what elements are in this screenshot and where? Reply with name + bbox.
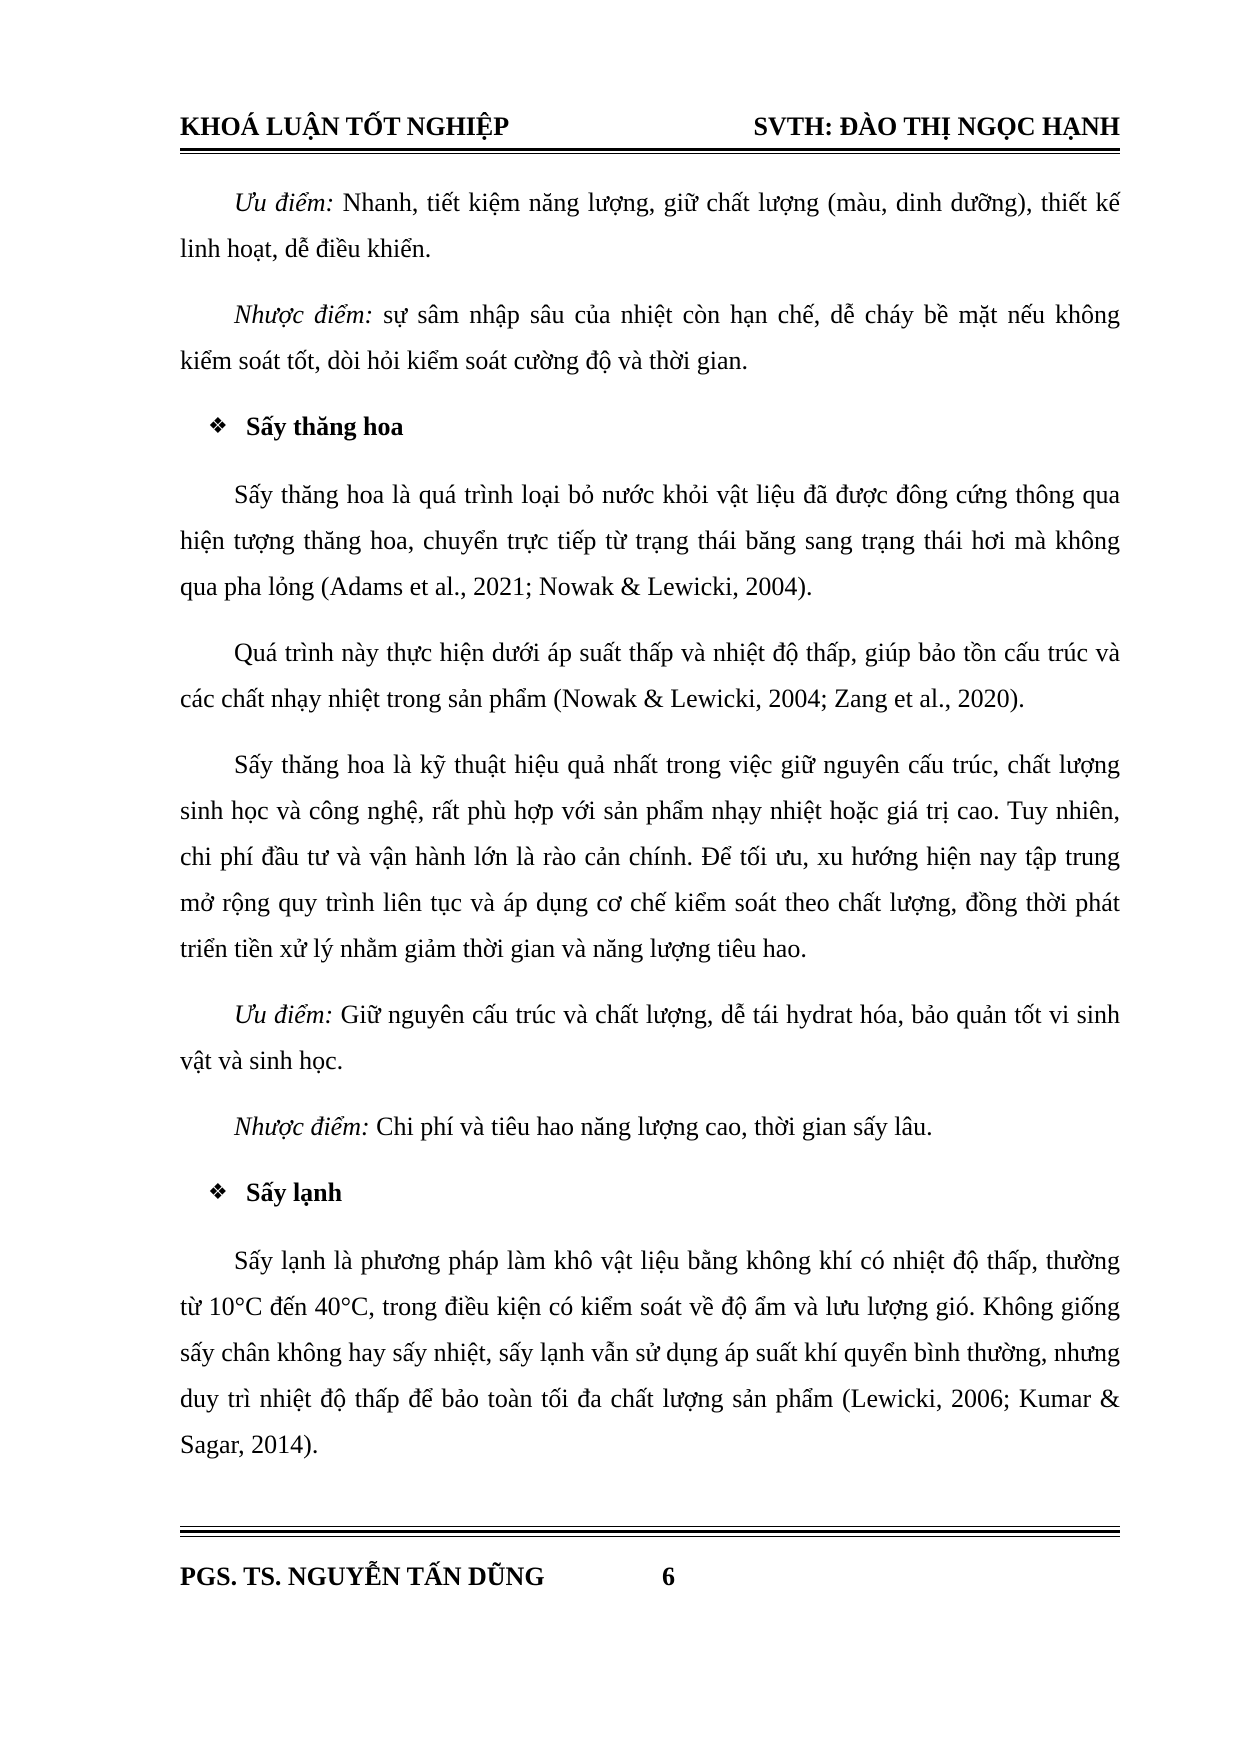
footer-rule-thin-lower <box>180 1536 1120 1537</box>
footer-rule-thick <box>180 1530 1120 1533</box>
section-heading-text: Sấy thăng hoa <box>246 412 404 441</box>
paragraph-cold-drying-definition: Sấy lạnh là phương pháp làm khô vật liệu bằng không khí có nhiệt độ thấp, thường từ 10°C đến 40°C, trong điều kiện có kiểm soát về độ ẩm và lưu lượng gió. Không giống sấy chân không hay sấy nhiệt, sấy lạnh vẫn sử dụng áp suất khí quyển bình thường, nhưng duy trì nhiệt độ thấp để bảo toàn tối đa chất lượng sản phẩm (Lewicki, 2006; Kumar & Sagar, 2014). <box>180 1246 1120 1459</box>
page-body <box>180 180 1120 1488</box>
paragraph-advantages-1 <box>180 180 1120 272</box>
page-number: 6 <box>662 1562 675 1591</box>
paragraph-text: sự sâm nhập sâu của nhiệt còn hạn chế, dễ cháy bề mặt nếu không kiểm soát tốt, dòi hỏi kiểm soát cường độ và thời gian. <box>180 300 1120 375</box>
paragraph-freeze-drying-summary: Sấy thăng hoa là kỹ thuật hiệu quả nhất trong việc giữ nguyên cấu trúc, chất lượng sinh học và công nghệ, rất phù hợp với sản phẩm nhạy nhiệt hoặc giá trị cao. Tuy nhiên, chi phí đầu tư và vận hành lớn là rào cản chính. Để tối ưu, xu hướng hiện nay tập trung mở rộng quy trình liên tục và áp dụng cơ chế kiểm soát theo chất lượng, đồng thời phát triển tiền xử lý nhằm giảm thời gian và năng lượng tiêu hao. <box>180 750 1120 963</box>
paragraph-text: Nhanh, tiết kiệm năng lượng, giữ chất lượng (màu, dinh dưỡng), thiết kế linh hoạt, dễ điều khiển. <box>180 188 1120 263</box>
paragraph-freeze-drying-definition: Sấy thăng hoa là quá trình loại bỏ nước khỏi vật liệu đã được đông cứng thông qua hiện tượng thăng hoa, chuyển trực tiếp từ trạng thái băng sang trạng thái hơi mà không qua pha lỏng (Adams et al., 2021; Nowak & Lewicki, 2004). <box>180 480 1120 601</box>
section-heading-cold-drying <box>180 1170 1120 1216</box>
paragraph-disadvantages-2 <box>180 1104 1120 1150</box>
header-rule-thin <box>180 153 1120 154</box>
paragraph-text: Giữ nguyên cấu trúc và chất lượng, dễ tái hydrat hóa, bảo quản tốt vi sinh vật và sinh học. <box>180 1000 1120 1075</box>
header-student-name: SVTH: ĐÀO THỊ NGỌC HẠNH <box>753 112 1120 141</box>
paragraph-advantages-2 <box>180 992 1120 1084</box>
paragraph-text: Chi phí và tiêu hao năng lượng cao, thời gian sấy lâu. <box>369 1112 933 1141</box>
section-heading-text: Sấy lạnh <box>246 1178 343 1207</box>
paragraph-lead: Nhược điểm: <box>234 1112 370 1141</box>
header-rule-thick <box>180 148 1120 151</box>
footer-advisor-name: PGS. TS. NGUYỄN TẤN DŨNG <box>180 1562 545 1591</box>
paragraph-disadvantages-1 <box>180 292 1120 384</box>
header-thesis-title: KHOÁ LUẬN TỐT NGHIỆP <box>180 112 510 141</box>
paragraph-freeze-drying-conditions: Quá trình này thực hiện dưới áp suất thấp và nhiệt độ thấp, giúp bảo tồn cấu trúc và các chất nhạy nhiệt trong sản phẩm (Nowak & Lewicki, 2004; Zang et al., 2020). <box>180 638 1120 713</box>
footer-rule-thin <box>180 1526 1120 1527</box>
diamond-bullet-icon: ❖ <box>208 1180 228 1205</box>
paragraph-lead: Ưu điểm: <box>234 1000 334 1029</box>
paragraph-lead: Ưu điểm: <box>234 188 335 217</box>
diamond-bullet-icon: ❖ <box>208 414 228 439</box>
section-heading-freeze-drying <box>180 404 1120 450</box>
paragraph-lead: Nhược điểm: <box>234 300 374 329</box>
page-header <box>180 112 1120 142</box>
